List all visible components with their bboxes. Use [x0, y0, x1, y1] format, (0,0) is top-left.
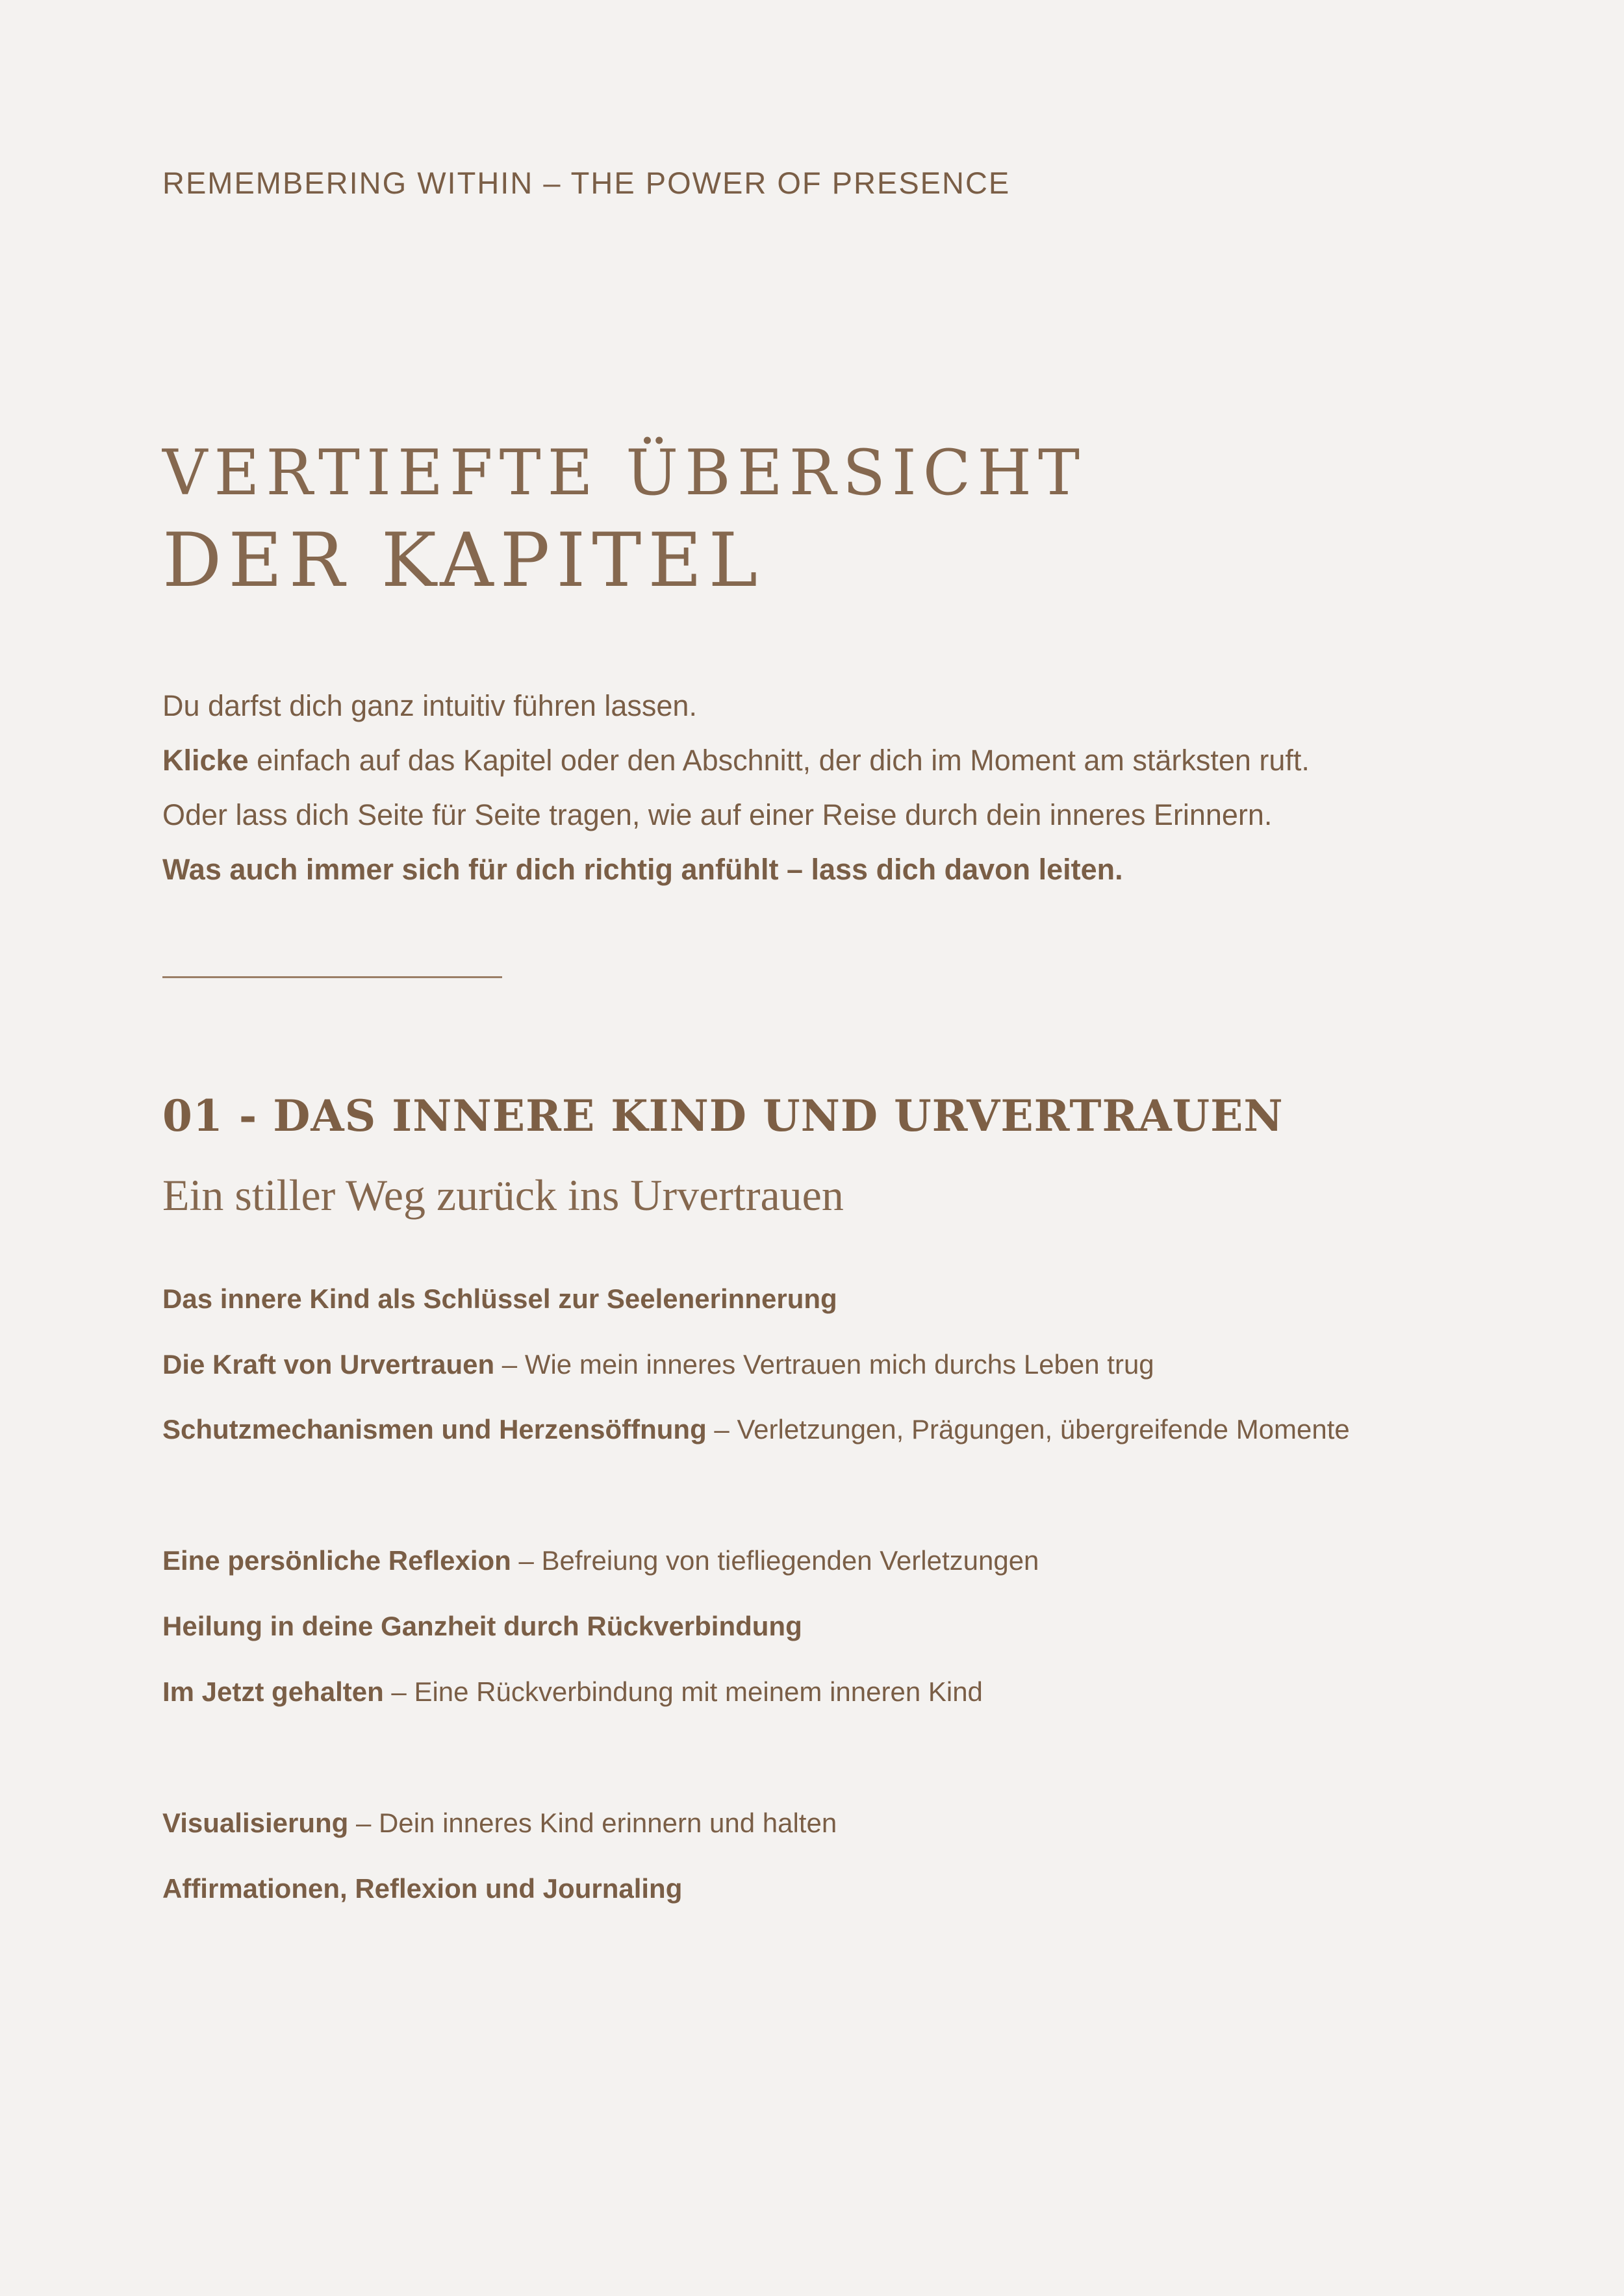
intro-line-2-rest: einfach auf das Kapitel oder den Abschnitt, der dich im Moment am stärksten ruft. [248, 744, 1310, 777]
section-link-description: – Eine Rückverbindung mit meinem inneren Kind [383, 1676, 983, 1707]
section-link-title: Eine persönliche Reflexion [162, 1545, 511, 1576]
intro-line-4-bold: Was auch immer sich für dich richtig anfühlt – lass dich davon leiten. [162, 853, 1123, 886]
section-link[interactable] [162, 1410, 1350, 1449]
chapter-subtitle: Ein stiller Weg zurück ins Urvertrauen [162, 1170, 844, 1220]
intro-line-2-bold: Klicke [162, 744, 249, 777]
section-link-title: Das innere Kind als Schlüssel zur Seelenerinnerung [162, 1283, 837, 1314]
section-link[interactable] [162, 1607, 802, 1646]
section-link-title: Schutzmechanismen und Herzensöffnung [162, 1414, 707, 1444]
section-link-title: Visualisierung [162, 1808, 349, 1838]
section-link[interactable] [162, 1869, 682, 1908]
section-link-description: – Wie mein inneres Vertrauen mich durchs Leben trug [494, 1349, 1154, 1380]
running-header: REMEMBERING WITHIN – THE POWER OF PRESENCE [162, 166, 1011, 200]
page-title-line-2: DER KAPITEL [162, 517, 765, 603]
intro-text [162, 679, 1488, 897]
section-link[interactable] [162, 1280, 837, 1318]
section-link[interactable] [162, 1541, 1039, 1580]
section-link-title: Heilung in deine Ganzheit durch Rückverbindung [162, 1611, 802, 1641]
intro-line-4 [162, 842, 1488, 897]
section-link-description: – Dein inneres Kind erinnern und halten [348, 1808, 837, 1838]
intro-line-2 [162, 733, 1488, 788]
page-title-line-1: VERTIEFTE ÜBERSICHT [162, 436, 1086, 509]
section-link-description: – Befreiung von tiefliegenden Verletzungen [511, 1545, 1039, 1576]
section-link-title: Die Kraft von Urvertrauen [162, 1349, 495, 1380]
section-link[interactable] [162, 1804, 837, 1843]
section-link[interactable] [162, 1672, 983, 1711]
intro-line-3: Oder lass dich Seite für Seite tragen, wie auf einer Reise durch dein inneres Erinnern. [162, 798, 1273, 831]
chapter-title-link[interactable]: 01 - DAS INNERE KIND UND URVERTRAUEN [162, 1091, 1284, 1141]
section-link-title: Im Jetzt gehalten [162, 1676, 384, 1707]
section-link-description: – Verletzungen, Prägungen, übergreifende Momente [706, 1414, 1350, 1444]
page-title [162, 434, 1086, 609]
document-page [162, 0, 1488, 2296]
section-divider [162, 976, 502, 978]
section-link-title: Affirmationen, Reflexion und Journaling [162, 1873, 683, 1904]
section-link[interactable] [162, 1345, 1154, 1384]
intro-line-1: Du darfst dich ganz intuitiv führen lassen. [162, 689, 697, 722]
